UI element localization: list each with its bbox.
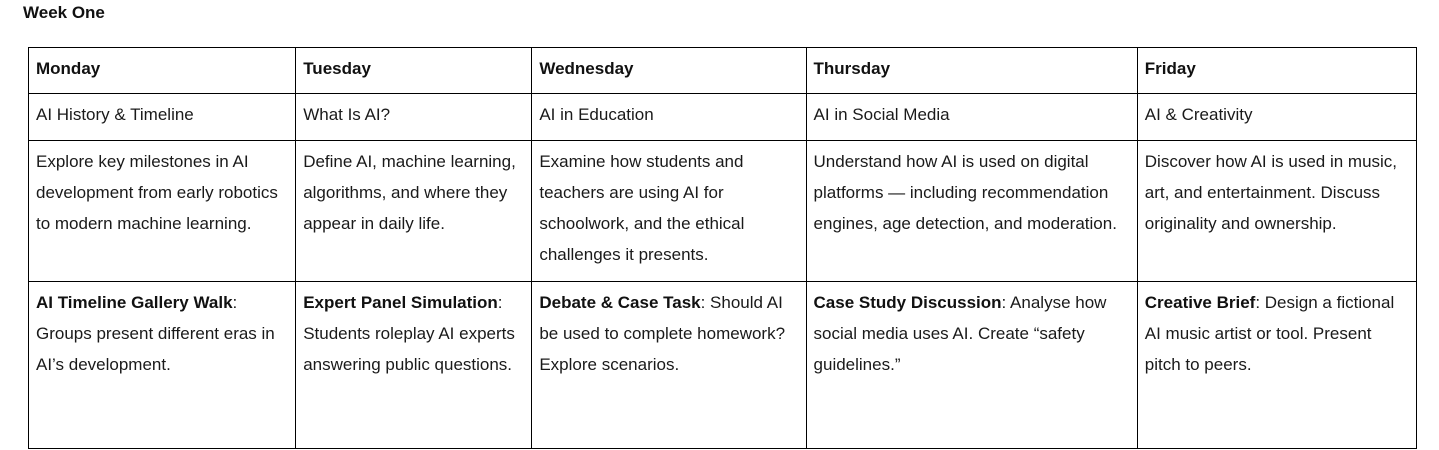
topic-cell-friday: AI & Creativity bbox=[1137, 94, 1416, 141]
day-header-wednesday: Wednesday bbox=[532, 48, 806, 94]
activity-title: Creative Brief bbox=[1144, 293, 1256, 312]
topic-row bbox=[29, 94, 1417, 141]
activity-title: Debate & Case Task bbox=[539, 293, 701, 312]
description-cell-thursday: Understand how AI is used on digital platforms — including recommendation engines, age detection, and moderation. bbox=[806, 141, 1137, 282]
activity-cell-wednesday bbox=[532, 282, 806, 449]
topic-cell-thursday: AI in Social Media bbox=[806, 94, 1137, 141]
day-header-thursday: Thursday bbox=[806, 48, 1137, 94]
activity-cell-friday bbox=[1137, 282, 1416, 449]
activity-row bbox=[29, 282, 1417, 449]
activity-cell-monday bbox=[29, 282, 296, 449]
day-header-monday: Monday bbox=[29, 48, 296, 94]
activity-text: : Should AI be used to complete homework? Explore scenarios. bbox=[539, 293, 786, 374]
activity-text: : Design a fictional AI music artist or tool. Present pitch to peers. bbox=[1144, 293, 1395, 374]
page-title: Week One bbox=[23, 3, 105, 22]
topic-cell-monday: AI History & Timeline bbox=[29, 94, 296, 141]
description-cell-friday: Discover how AI is used in music, art, and entertainment. Discuss originality and ownership. bbox=[1137, 141, 1416, 282]
description-row bbox=[29, 141, 1417, 282]
activity-text: : Students roleplay AI experts answering public questions. bbox=[303, 293, 515, 374]
description-cell-monday: Explore key milestones in AI development from early robotics to modern machine learning. bbox=[29, 141, 296, 282]
day-header-tuesday: Tuesday bbox=[296, 48, 532, 94]
topic-cell-tuesday: What Is AI? bbox=[296, 94, 532, 141]
table-header-row bbox=[29, 48, 1417, 94]
activity-text: : Groups present different eras in AI’s development. bbox=[36, 293, 275, 374]
activity-title: Expert Panel Simulation bbox=[303, 293, 498, 312]
activity-cell-tuesday bbox=[296, 282, 532, 449]
activity-cell-thursday bbox=[806, 282, 1137, 449]
activity-title: Case Study Discussion bbox=[813, 293, 1002, 312]
topic-cell-wednesday: AI in Education bbox=[532, 94, 806, 141]
day-header-friday: Friday bbox=[1137, 48, 1416, 94]
week-one-table bbox=[28, 47, 1417, 449]
description-cell-tuesday: Define AI, machine learning, algorithms, and where they appear in daily life. bbox=[296, 141, 532, 282]
activity-text: : Analyse how social media uses AI. Create “safety guidelines.” bbox=[813, 293, 1107, 374]
activity-title: AI Timeline Gallery Walk bbox=[36, 293, 233, 312]
description-cell-wednesday: Examine how students and teachers are using AI for schoolwork, and the ethical challenges it presents. bbox=[532, 141, 806, 282]
